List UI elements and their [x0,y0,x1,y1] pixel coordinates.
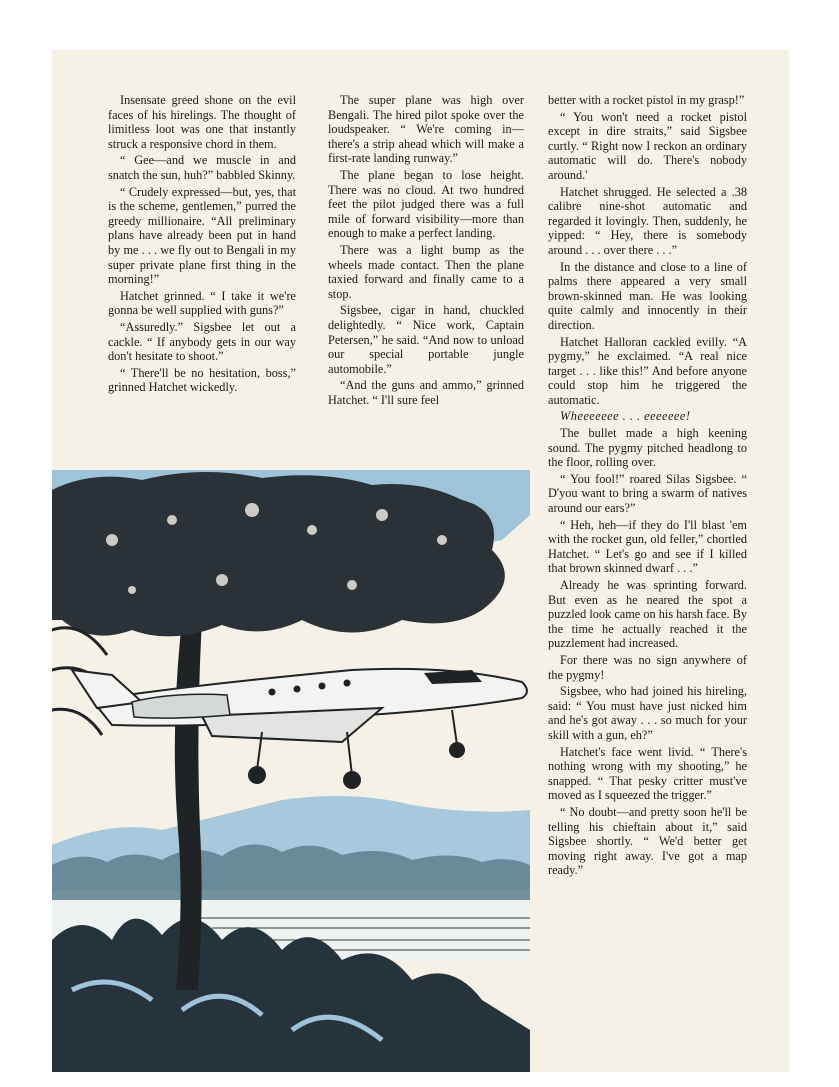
paragraph: Hatchet's face went livid. “ There's nothing wrong with my shooting,” he snapped. “ That pesky critter must've moved as I squeezed the trigger.” [548,744,747,803]
paragraph: Sigsbee, cigar in hand, chuckled delightedly. “ Nice work, Captain Petersen,” he said. “And now to unload our special portable jungle automobile.” [328,303,524,376]
paragraph: “ You won't need a rocket pistol except in dire straits,” said Sigsbee curtly. “ Right now I reckon an ordinary automatic will do. There's nobody around.' [548,109,747,182]
paragraph: The bullet made a high keening sound. The pygmy pitched headlong to the floor, rolling over. [548,426,747,470]
sound-effect: Wheeeeeee . . . eeeeeee! [560,409,691,424]
tree-canopy [52,472,505,636]
paragraph: The super plane was high over Bengali. The hired pilot spoke over the loudspeaker. “ We're coming in—there's a strip ahead which will make a first-rate landing runway.” [328,93,524,166]
paragraph: “ There'll be no hesitation, boss,” grinned Hatchet wickedly. [108,365,296,395]
text-column-3 [548,93,747,880]
paragraph: “ Heh, heh—if they do I'll blast 'em with the rocket gun, old feller,” chortled Hatchet. “ Let's go and see if I killed that brown skinned dwarf . . .” [548,517,747,576]
paragraph: “ You fool!” roared Silas Sigsbee. “ D'you want to bring a swarm of natives around our ears?” [548,471,747,516]
paragraph: Sigsbee, who had joined his hireling, said: “ You must have just nicked him and he's got away . . . so much for your skill with a gun, eh?” [548,684,747,742]
paragraph: Hatchet Halloran cackled evilly. “A pygmy,” he exclaimed. “A real nice target . . . like this!” And before anyone could stop him he triggered the automatic. [548,334,747,407]
paragraph: “ No doubt—and pretty soon he'll be telling his chieftain about it,” said Sigsbee shortly. “ We'd better get moving right away. I've got a map ready.” [548,804,747,878]
text-column-1 [108,93,296,397]
text-column-2 [328,93,524,409]
paragraph: There was a light bump as the wheels made contact. Then the plane taxied forward and finally came to a stop. [328,242,524,301]
jungle-airstrip-illustration [52,470,530,1072]
paragraph: Already he was sprinting forward. But even as he neared the spot a puzzled look came on his harsh face. By the time he actually reached it the puzzlement had increased. [548,578,747,651]
paragraph: better with a rocket pistol in my grasp!” [548,93,745,107]
airplane [72,669,527,788]
paragraph: “And the guns and ammo,” grinned Hatchet. “ I'll sure feel [328,378,524,407]
paragraph: The plane began to lose height. There was no cloud. At two hundred feet the pilot judged there was a full mile of forward visibility—more than enough to make a perfect landing. [328,167,524,241]
paragraph: “ Gee—and we muscle in and snatch the sun, huh?” babbled Skinny. [108,153,296,182]
paragraph: For there was no sign anywhere of the pygmy! [548,652,747,682]
magazine-page [52,50,789,1072]
paragraph: Hatchet shrugged. He selected a .38 calibre nine-shot automatic and regarded it lovingly. Then, suddenly, he yipped: “ Hey, there is somebody around . . . over there . . .” [548,184,747,257]
paragraph: “Assuredly.” Sigsbee let out a cackle. “ If anybody gets in our way don't hesitate to shoot.” [108,319,296,364]
paragraph: Insensate greed shone on the evil faces of his hirelings. The thought of limitless loot was one that instantly struck a responsive chord in them. [108,93,296,151]
paragraph: “ Crudely expressed—but, yes, that is the scheme, gentlemen,” purred the greedy millionaire. “All preliminary plans have already been put in hand by me . . . we fly out to Bengali in my super private plane first thing in the morning!” [108,184,296,287]
paragraph: In the distance and close to a line of palms there appeared a very small brown-skinned man. He was looking quite calmly and innocently in their direction. [548,259,747,332]
paragraph: Hatchet grinned. “ I take it we're gonna be well supplied with guns?” [108,288,296,318]
